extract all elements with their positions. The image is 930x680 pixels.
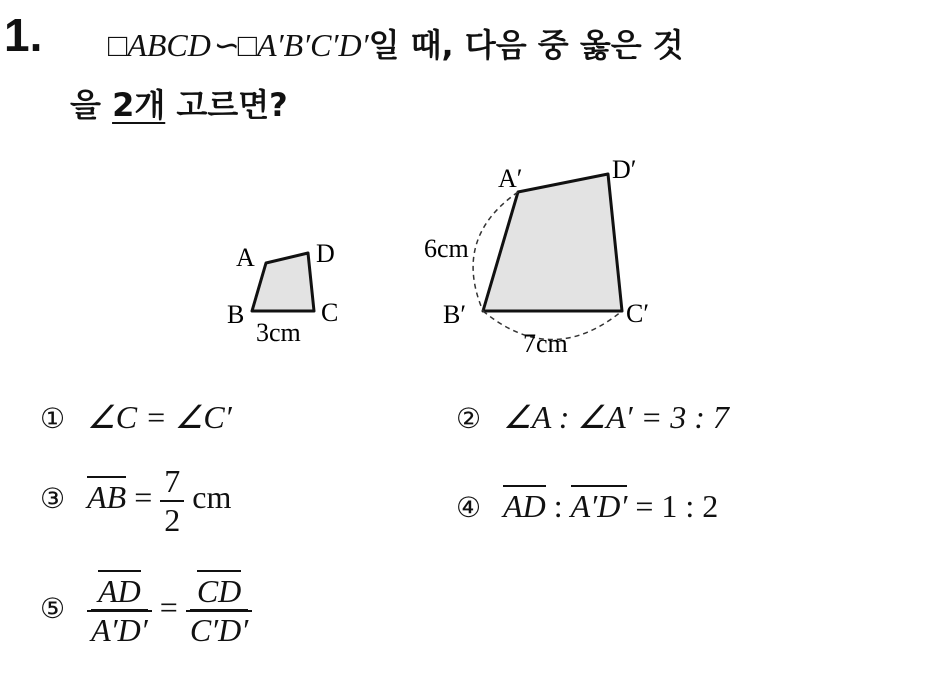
option-2-text: ∠A : ∠A′ = 3 : 7: [503, 399, 729, 435]
label-large-b: B′: [443, 300, 467, 329]
option-3-denominator: 2: [164, 501, 181, 538]
option-1-text: ∠C = ∠C′: [87, 399, 232, 435]
option-3-numerator: 7: [160, 463, 184, 502]
option-4-segment-b: A′D′: [571, 485, 628, 524]
small-quadrilateral: [252, 253, 314, 311]
option-5-num-right: CD: [197, 570, 241, 609]
option-5-den-right: C′D′: [190, 609, 248, 648]
option-5-fraction-right: [186, 573, 252, 649]
option-5-fraction-left: [87, 573, 152, 649]
option-3-segment: AB: [87, 476, 126, 515]
label-large-a: A′: [498, 164, 523, 193]
stem-text: 일 때, 다음 중 옳은 것: [368, 26, 684, 64]
label-large-bc-length: 7cm: [523, 329, 568, 358]
label-large-c: C′: [626, 299, 650, 328]
similarity-statement: □ABCD∽□A′B′C′D′: [108, 27, 369, 63]
label-small-a: A: [236, 243, 255, 272]
stem-line2-pre: 을: [70, 86, 113, 124]
option-3-unit: cm: [184, 479, 232, 516]
option-2[interactable]: [456, 398, 729, 436]
option-4-colon: :: [545, 488, 571, 524]
option-5-num-left: AD: [98, 570, 141, 609]
option-3[interactable]: [40, 463, 231, 539]
question-number: 1.: [4, 9, 43, 61]
label-large-d: D′: [612, 155, 637, 184]
label-large-ab-length: 6cm: [424, 234, 469, 263]
label-small-d: D: [316, 239, 335, 268]
option-3-equals: =: [126, 479, 161, 516]
option-3-fraction: [160, 463, 184, 539]
option-2-marker: ②: [456, 402, 482, 435]
answer-count: 2개: [112, 86, 166, 124]
option-3-marker: ③: [40, 482, 66, 516]
option-4-segment-a: AD: [503, 485, 546, 524]
option-1[interactable]: [40, 398, 232, 436]
option-5-equals: =: [151, 589, 186, 626]
option-1-marker: ①: [40, 402, 66, 435]
option-5[interactable]: [40, 573, 252, 649]
stem-line2-post: 고르면?: [165, 86, 288, 124]
option-5-den-left: A′D′: [91, 609, 148, 648]
large-quadrilateral: [483, 174, 622, 311]
label-small-c: C: [321, 298, 339, 327]
option-5-marker: ⑤: [40, 592, 66, 626]
label-small-bc-length: 3cm: [256, 318, 301, 347]
option-4-marker: ④: [456, 491, 482, 524]
option-4[interactable]: [456, 488, 718, 525]
label-small-b: B: [227, 300, 245, 329]
option-4-rhs: = 1 : 2: [627, 488, 719, 524]
